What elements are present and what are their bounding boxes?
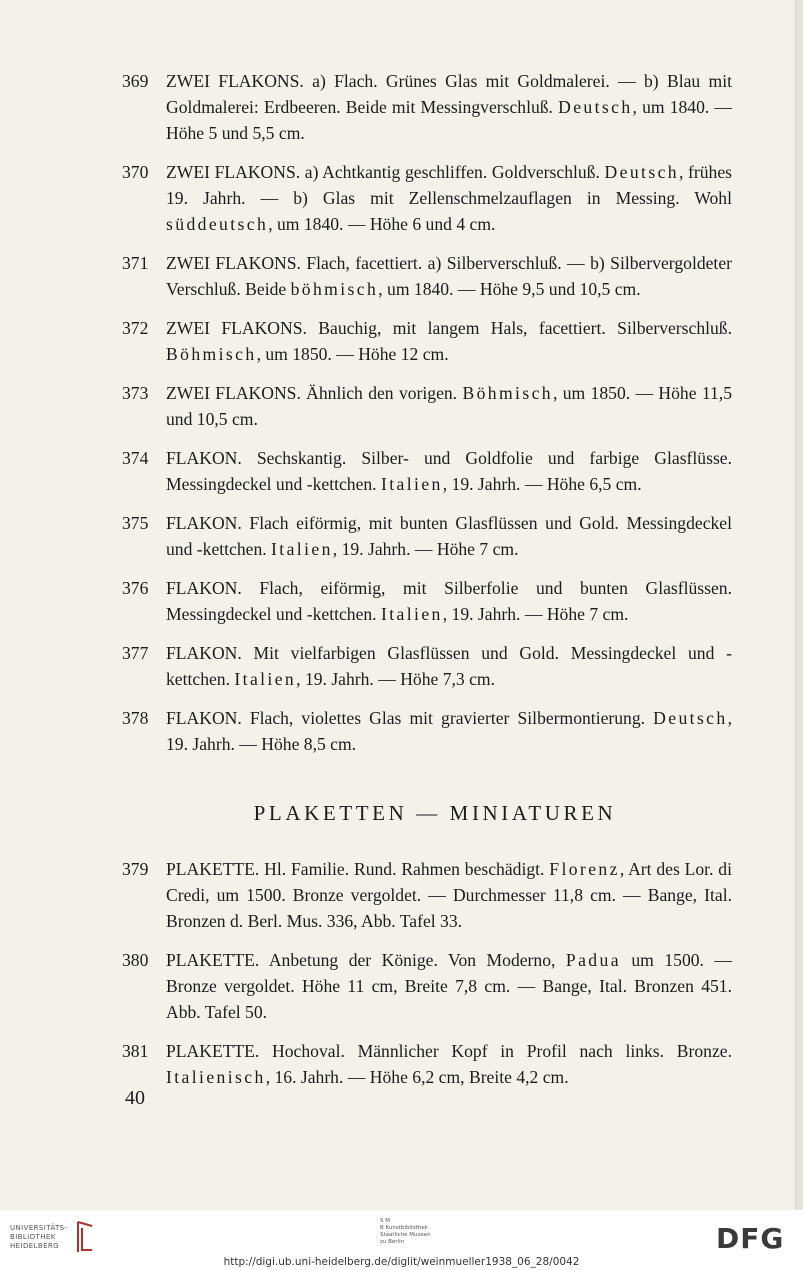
catalog-entry	[122, 68, 732, 146]
entry-text	[166, 315, 732, 367]
catalog-entry	[122, 640, 732, 692]
catalog-entry	[122, 250, 732, 302]
entry-text	[166, 705, 732, 757]
entry-place: Italien	[380, 604, 443, 624]
catalog-entry	[122, 705, 732, 757]
section-title: PLAKETTEN — MINIATUREN	[253, 801, 617, 825]
entry-text	[166, 640, 732, 692]
entry-place: Italien	[380, 474, 443, 494]
entry-place: Böhmisch	[462, 383, 553, 403]
entry-number: 373	[122, 383, 149, 403]
entry-text	[166, 856, 732, 934]
entry-text-part: PLAKETTE. Anbetung der Könige. Von Moderno,	[166, 950, 566, 970]
entry-text-part: FLAKON. Mit vielfarbigen Glasflüssen und Gold. Messingdeckel und -kettchen.	[166, 643, 732, 689]
entry-text-part: FLAKON. Flach, violettes Glas mit gravierter Silbermontierung.	[166, 708, 654, 728]
entry-text	[166, 947, 732, 1025]
catalog-entry	[122, 445, 732, 497]
catalog-content	[122, 68, 732, 1103]
dfg-logo: DFG	[716, 1222, 785, 1255]
entry-number: 375	[122, 513, 149, 533]
entry-text-part: , Art des Lor. di Credi, um 1500. Bronze vergoldet. — Durchmesser 11,8 cm. — Bange, Ital. Bronzen d. Berl. Mus. 336, Abb. Tafel 33.	[166, 859, 732, 931]
entry-text	[166, 575, 732, 627]
entry-text-part: , 19. Jahrh. — Höhe 6,5 cm.	[442, 474, 642, 494]
entry-place: Florenz	[549, 859, 620, 879]
entry-text	[166, 250, 732, 302]
entry-number: 378	[122, 708, 149, 728]
entry-place: Italien	[234, 669, 297, 689]
entry-text-part: PLAKETTE. Hochoval. Männlicher Kopf in Profil nach links. Bronze.	[166, 1041, 732, 1061]
entry-text	[166, 1038, 732, 1090]
catalog-entry	[122, 159, 732, 237]
entry-number: 377	[122, 643, 149, 663]
stamp-line: zu Berlin	[380, 1239, 405, 1245]
stamp-line: S M	[380, 1218, 390, 1224]
entries-flakons	[122, 68, 732, 757]
footer	[0, 1210, 803, 1270]
entry-place: Deutsch	[604, 162, 679, 182]
library-logo-icon	[74, 1220, 96, 1254]
entry-text-part: , um 1840. — Höhe 6 und 4 cm.	[268, 214, 496, 234]
library-line: HEIDELBERG	[10, 1242, 59, 1250]
entry-text-part: , 19. Jahrh. — Höhe 8,5 cm.	[166, 708, 732, 754]
entries-plaketten	[122, 856, 732, 1090]
catalog-entry	[122, 510, 732, 562]
entry-text	[166, 510, 732, 562]
entry-number: 372	[122, 318, 149, 338]
entry-text-part: ZWEI FLAKONS. Bauchig, mit langem Hals, facettiert. Silberverschluß.	[166, 318, 732, 338]
entry-text-part: , 19. Jahrh. — Höhe 7 cm.	[442, 604, 629, 624]
catalog-entry	[122, 380, 732, 432]
entry-text-part: , 16. Jahrh. — Höhe 6,2 cm, Breite 4,2 cm.	[265, 1067, 569, 1087]
library-line: UNIVERSITÄTS-	[10, 1224, 68, 1232]
entry-text	[166, 159, 732, 237]
catalog-entry	[122, 947, 732, 1025]
entry-place: Italienisch	[166, 1067, 266, 1087]
page-edge	[796, 0, 803, 1210]
entry-text-part: , um 1840. — Höhe 9,5 und 10,5 cm.	[378, 279, 641, 299]
entry-text-part: , um 1840. — Höhe 5 und 5,5 cm.	[166, 97, 732, 143]
source-url[interactable]: http://digi.ub.uni-heidelberg.de/diglit/weinmueller1938_06_28/0042	[223, 1256, 580, 1268]
entry-text	[166, 445, 732, 497]
entry-number: 381	[122, 1041, 149, 1061]
entry-place: böhmisch	[290, 279, 379, 299]
entry-number: 380	[122, 950, 149, 970]
entry-text-part: ZWEI FLAKONS. Flach, facettiert. a) Silberverschluß. — b) Silbervergoldeter Verschluß. Beide	[166, 253, 732, 299]
entry-text-part: , 19. Jahrh. — Höhe 7,3 cm.	[296, 669, 496, 689]
entry-text-part: , frühes 19. Jahrh. — b) Glas mit Zellenschmelzauflagen in Messing. Wohl	[166, 162, 733, 208]
catalog-entry	[122, 315, 732, 367]
entry-number: 371	[122, 253, 149, 273]
entry-text-part: ZWEI FLAKONS. Ähnlich den vorigen.	[166, 383, 463, 403]
entry-text-part: ZWEI FLAKONS. a) Flach. Grünes Glas mit Goldmalerei. — b) Blau mit Goldmalerei: Erdbeeren. Beide mit Messingverschluß.	[166, 71, 732, 117]
museum-stamp	[380, 1218, 470, 1246]
catalog-entry	[122, 1038, 732, 1090]
page-number: 40	[125, 1087, 145, 1109]
catalog-entry	[122, 575, 732, 627]
entry-text-part: ZWEI FLAKONS. a) Achtkantig geschliffen. Goldverschluß.	[166, 162, 605, 182]
entry-place: Deutsch	[558, 97, 633, 117]
entry-number: 379	[122, 859, 149, 879]
entry-place: Böhmisch	[166, 344, 257, 364]
entry-text-part: , 19. Jahrh. — Höhe 7 cm.	[332, 539, 519, 559]
stamp-line: Staatliche Museen	[380, 1232, 431, 1238]
entry-place: Italien	[271, 539, 333, 559]
entry-place: Deutsch	[653, 708, 728, 728]
entry-text-part: , um 1850. — Höhe 12 cm.	[256, 344, 449, 364]
entry-text	[166, 380, 732, 432]
entry-place: süddeutsch	[166, 214, 269, 234]
entry-place: Padua	[565, 950, 621, 970]
catalog-entry	[122, 856, 732, 934]
entry-number: 374	[122, 448, 149, 468]
library-line: BIBLIOTHEK	[10, 1233, 56, 1241]
stamp-line: B Kunstbibliothek	[380, 1225, 428, 1231]
entry-number: 369	[122, 71, 149, 91]
entry-text-part: FLAKON. Flach eiförmig, mit bunten Glasflüssen und Gold. Messingdeckel und -kettchen.	[166, 513, 732, 559]
entry-text-part: PLAKETTE. Hl. Familie. Rund. Rahmen beschädigt.	[166, 859, 550, 879]
entry-text-part: FLAKON. Sechskantig. Silber- und Goldfolie und farbige Glasflüsse. Messingdeckel und -kettchen.	[166, 448, 732, 494]
entry-number: 376	[122, 578, 149, 598]
entry-text-part: , um 1850. — Höhe 11,5 und 10,5 cm.	[166, 383, 733, 429]
entry-text-part: um 1500. — Bronze vergoldet. Höhe 11 cm, Breite 7,8 cm. — Bange, Ital. Bronzen 451. Abb. Tafel 50.	[166, 950, 733, 1022]
entry-text	[166, 68, 732, 146]
entry-number: 370	[122, 162, 149, 182]
entry-text-part: FLAKON. Flach, eiförmig, mit Silberfolie und bunten Glasflüssen. Messingdeckel und -kettchen.	[166, 578, 732, 624]
library-name	[10, 1224, 72, 1251]
